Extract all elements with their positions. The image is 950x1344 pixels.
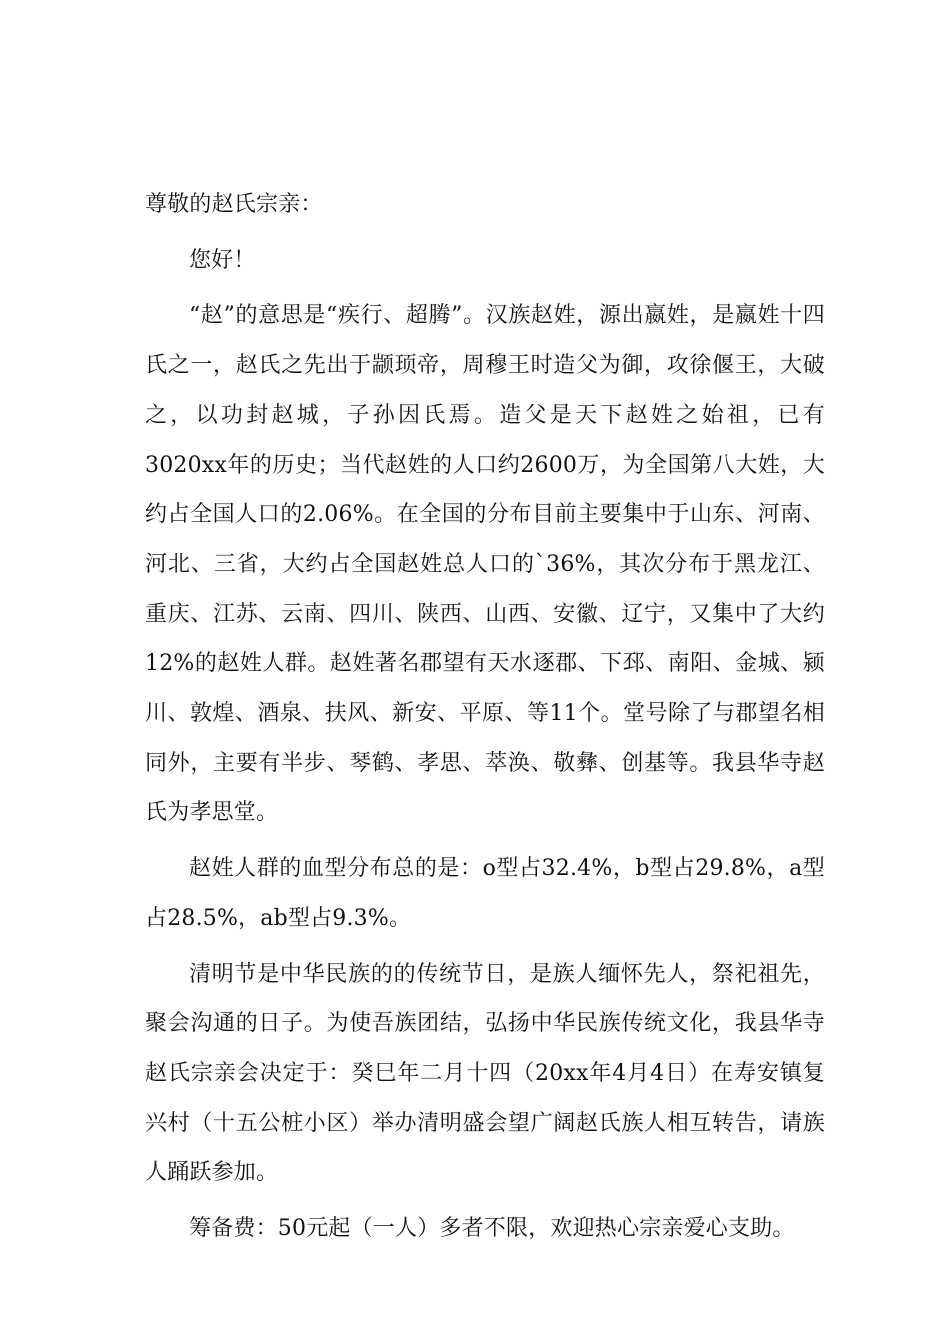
salutation: 尊敬的赵氏宗亲： xyxy=(145,192,323,217)
paragraph-fee: 筹备费：50元起（一人）多者不限，欢迎热心宗亲爱心支助。 xyxy=(189,1216,795,1242)
letter-body xyxy=(145,180,825,1260)
paragraph-origin: “赵”的意思是“疾行、超腾”。汉族赵姓，源出嬴姓，是嬴姓十四氏之一，赵氏之先出于颛顼帝，周穆王时造父为御，攻徐偃王，大破之，以功封赵城，子孙因氏焉。造父是天下赵姓之始祖，已有3020xx年的历史；当代赵姓的人口约2600万，为全国第八大姓，大约占全国人口的2.06%。在全国的分布目前主要集中于山东、河南、河北、三省，大约占全国赵姓总人口的`36%，其次分布于黑龙江、重庆、江苏、云南、四川、陕西、山西、安徽、辽宁，又集中了大约12%的赵姓人群。赵姓著名郡望有天水逐郡、下邳、南阳、金城、颍川、敦煌、酒泉、扶风、新安、平原、等11个。堂号除了与郡望名相同外，主要有半步、琴鹤、孝思、萃涣、敬彝、创基等。我县华寺赵氏为孝思堂。 xyxy=(145,303,825,826)
paragraph-qingming-event: 清明节是中华民族的的传统节日，是族人缅怀先人，祭祀祖先，聚会沟通的日子。为使吾族团结，弘扬中华民族传统文化，我县华寺赵氏宗亲会决定于：癸巳年二月十四（20xx年4月4日）在寿安镇复兴村（十五公桩小区）举办清明盛会望广阔赵氏族人相互转告，请族人踊跃参加。 xyxy=(145,961,825,1186)
greeting: 您好！ xyxy=(189,247,256,273)
paragraph-blood-type: 赵姓人群的血型分布总的是：o型占32.4%，b型占29.8%，a型占28.5%，ab型占9.3%。 xyxy=(145,856,825,931)
